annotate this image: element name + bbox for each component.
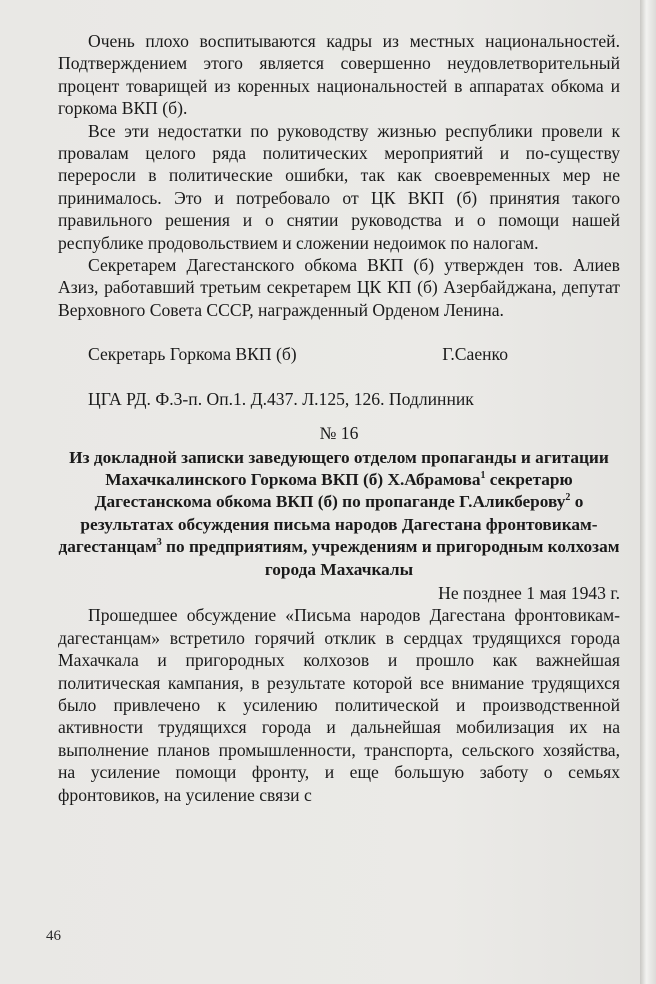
paragraph-4: Прошедшее обсуждение «Письма народов Дагестана фронтовикам-дагестанцам» встретило горячий отклик в сердцах трудящихся города Махачкала и пригородных колхозов и прошло как важнейшая политическая кампания, в результате которой все внимание трудящихся было привлечено к усилению политической и производственной активности трудящихся города и дальнейшая мобилизация их на выполнение планов промышленности, транспорта, сельского хозяйства, на усиление помощи фронту, и еще большую заботу о семьях фронтовиков, на усиление связи с xyxy=(58,605,620,805)
signature-line xyxy=(58,343,620,365)
signature-position: Секретарь Горкома ВКП (б) xyxy=(88,344,297,365)
document-number: № 16 xyxy=(319,423,359,444)
footnote-ref-3: 3 xyxy=(156,537,162,549)
document-heading xyxy=(58,447,620,581)
page-number: 46 xyxy=(46,928,61,944)
paragraph-3: Секретарем Дагестанского обкома ВКП (б) утвержден тов. Алиев Азиз, работавший третьим секретарем ЦК КП (б) Азербайджана, депутат Верховного Совета СССР, награжденный Орденом Ленина. xyxy=(58,255,620,320)
archive-reference: ЦГА РД. Ф.3-п. Оп.1. Д.437. Л.125, 126. Подлинник xyxy=(88,388,474,409)
signature-name: Г.Саенко xyxy=(442,344,508,365)
paragraph-1: Очень плохо воспитываются кадры из местных национальностей. Подтверждением этого является совершенно неудовлетворительный процент товарищей из коренных национальностей в аппаратах обкома и горкома ВКП (б). xyxy=(58,31,620,119)
page-text xyxy=(58,30,620,806)
heading-part-3: о результатах обсуждения письма народов Дагестана фронтовикам-дагестанцам xyxy=(58,492,598,557)
heading-part-2: секретарю Дагестанскома обкома ВКП (б) по пропаганде Г.Аликберову xyxy=(94,469,573,512)
heading-part-1: Из докладной записки заведующего отделом пропаганды и агитации Махачкалинского Горкома ВКП (б) Х.Абрамова xyxy=(69,447,609,489)
footnote-ref-2: 2 xyxy=(565,492,571,504)
page-edge xyxy=(640,0,656,984)
document-date: Не позднее 1 мая 1943 г. xyxy=(438,582,620,603)
paragraph-2: Все эти недостатки по руководству жизнью республики провели к провалам целого ряда политических мероприятий и по-существу переросли в политические ошибки, так как своевременных мер не принималось. Это и потребовало от ЦК ВКП (б) принятия такого правильного решения и о снятии руководства и о помощи нашей республике продовольствием и сложении недоимок по налогам. xyxy=(58,120,620,253)
footnote-ref-1: 1 xyxy=(480,470,486,482)
heading-part-4: по предприятиям, учреждениям и пригородным колхозам города Махачкалы xyxy=(161,537,620,579)
